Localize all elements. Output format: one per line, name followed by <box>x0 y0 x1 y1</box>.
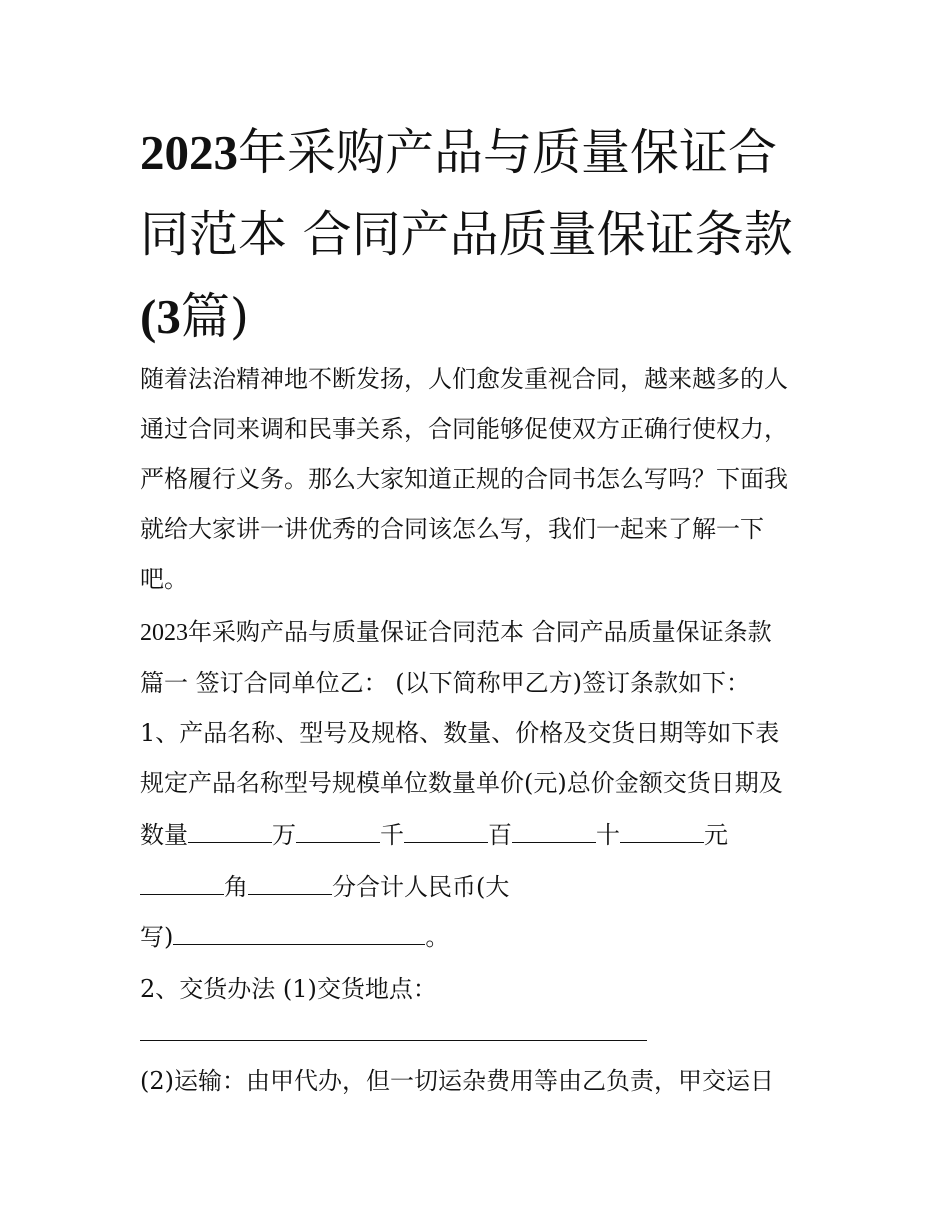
amount-line-2 <box>140 872 509 902</box>
fill-blank <box>512 820 596 843</box>
section-heading <box>140 617 772 648</box>
title-line-1-text: 年采购产品与质量保证合 <box>238 124 778 181</box>
fill-blank <box>296 820 380 843</box>
dax-lead: 写) <box>140 923 174 951</box>
title-line-2: 同范本 合同产品质量保证条款 <box>140 206 793 263</box>
fill-line <box>140 1040 647 1041</box>
fill-blank <box>140 872 224 895</box>
amount-line-3 <box>140 922 449 952</box>
section-heading-year: 2023 <box>140 620 188 646</box>
intro-line-2: 通过合同来调和民事关系，合同能够促使双方正确行使权力， <box>140 415 788 443</box>
title-line-3 <box>140 288 249 345</box>
intro-line-5: 吧。 <box>140 565 188 593</box>
document-title <box>140 112 820 358</box>
intro-line-4: 就给大家讲一讲优秀的合同该怎么写，我们一起来了解一下 <box>140 515 764 543</box>
unit-jiao: 角 <box>224 873 248 901</box>
title-line-3-text: 篇) <box>180 288 249 345</box>
intro-line-1: 随着法治精神地不断发扬，人们愈发重视合同，越来越多的人 <box>140 365 788 393</box>
fill-blank <box>248 872 332 895</box>
clause-1-line-2: 规定产品名称型号规模单位数量单价(元)总价金额交货日期及 <box>140 769 783 797</box>
clause-2-line-2: (2)运输：由甲代办，但一切运杂费用等由乙负责，甲交运日 <box>140 1067 774 1095</box>
unit-shi: 十 <box>596 821 620 849</box>
section-heading-text: 年采购产品与质量保证合同范本 合同产品质量保证条款 <box>188 618 772 646</box>
unit-fen-total: 分合计人民币(大 <box>332 873 510 901</box>
unit-wan: 万 <box>272 821 296 849</box>
unit-bai: 百 <box>488 821 512 849</box>
fill-blank <box>620 820 704 843</box>
amount-end: 。 <box>425 923 450 951</box>
amount-line-1 <box>140 820 728 850</box>
fill-blank <box>404 820 488 843</box>
title-year: 2023 <box>140 125 238 180</box>
intro-line-3: 严格履行义务。那么大家知道正规的合同书怎么写吗？下面我 <box>140 465 788 493</box>
amount-lead: 数量 <box>140 821 188 849</box>
fill-blank <box>188 820 272 843</box>
unit-qian: 千 <box>380 821 404 849</box>
clause-2-line-1: 2、交货办法 (1)交货地点： <box>140 975 437 1003</box>
title-count: (3 <box>140 289 181 344</box>
unit-yuan: 元 <box>704 821 728 849</box>
fill-blank <box>173 922 425 945</box>
title-line-1 <box>140 124 777 181</box>
piece-one-intro: 篇一 签订合同单位乙： (以下简称甲乙方)签订条款如下： <box>140 669 750 697</box>
clause-1-line-1: 1、产品名称、型号及规格、数量、价格及交货日期等如下表 <box>140 719 780 747</box>
